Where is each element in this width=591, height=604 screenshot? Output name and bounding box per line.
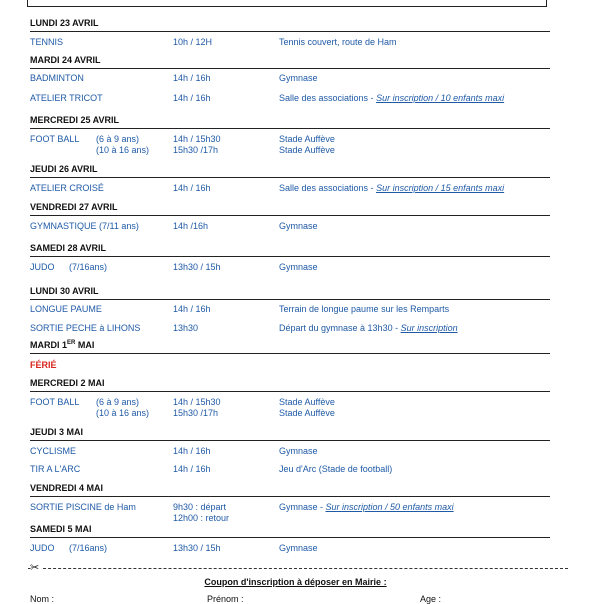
activity-place — [279, 183, 504, 194]
day-heading-sup: ER — [67, 340, 76, 346]
activity-place: Gymnase — [279, 73, 318, 83]
age-label: Age : — [420, 594, 442, 604]
activity-place: Terrain de longue paume sur les Remparts — [279, 304, 450, 314]
activity-place: Stade Auffève — [279, 145, 335, 155]
header-box — [27, 0, 547, 7]
day-heading — [30, 340, 550, 354]
cut-line — [28, 568, 568, 569]
activity-time: 10h / 12H — [173, 37, 213, 47]
activity-name: FOOT BALL — [30, 134, 80, 144]
activity-place: Gymnase — [279, 543, 318, 553]
activity-name: CYCLISME — [30, 446, 77, 456]
day-heading: SAMEDI 28 AVRIL — [30, 243, 550, 257]
activity-time: 14h / 15h30 — [173, 397, 221, 407]
activity-time: 14h / 16h — [173, 73, 211, 83]
day-heading: SAMEDI 5 MAI — [30, 524, 550, 538]
day-heading: VENDREDI 27 AVRIL — [30, 202, 550, 216]
activity-time: 9h30 : départ — [173, 502, 227, 512]
activity-time: 15h30 /17h — [173, 408, 219, 418]
day-heading: MERCREDI 2 MAI — [30, 378, 550, 392]
activity-name: GYMNASTIQUE (7/11 ans) — [30, 221, 139, 231]
age-group: (7/16ans) — [69, 543, 108, 553]
activity-name: TIR A L'ARC — [30, 464, 81, 474]
activity-name: ATELIER TRICOT — [30, 93, 103, 103]
activity-time: 14h / 16h — [173, 464, 211, 474]
activity-name: JUDO — [30, 543, 55, 553]
activity-place: Stade Auffève — [279, 134, 335, 144]
activity-time: 13h30 / 15h — [173, 262, 221, 272]
nom-label: Nom : — [30, 594, 55, 604]
activity-time: 14h / 16h — [173, 183, 211, 193]
activity-place-text: Salle des associations - — [279, 93, 377, 103]
day-heading: JEUDI 3 MAI — [30, 427, 550, 441]
activity-time: 15h30 /17h — [173, 145, 219, 155]
prenom-label: Prénom : — [207, 594, 244, 604]
activity-place-text: Salle des associations - — [279, 183, 377, 193]
activity-place: Gymnase — [279, 446, 318, 456]
activity-time: 14h / 16h — [173, 446, 211, 456]
activity-time: 13h30 — [173, 323, 199, 333]
coupon-title: Coupon d'inscription à déposer en Mairie : — [204, 577, 387, 587]
age-group: (10 à 16 ans) — [96, 408, 150, 418]
age-group: (6 à 9 ans) — [96, 397, 140, 407]
activity-name: FOOT BALL — [30, 397, 80, 407]
day-heading-main: MARDI 1 — [30, 340, 68, 350]
inscription-link[interactable]: Sur inscription — [400, 323, 458, 333]
inscription-link[interactable]: Sur inscription / 10 enfants maxi — [376, 93, 505, 103]
age-group: (6 à 9 ans) — [96, 134, 140, 144]
day-heading: LUNDI 23 AVRIL — [30, 18, 550, 32]
age-group: (10 à 16 ans) — [96, 145, 150, 155]
activity-time: 14h / 16h — [173, 93, 211, 103]
activity-place — [279, 323, 458, 334]
activity-time: 14h /16h — [173, 221, 209, 231]
activity-place: Tennis couvert, route de Ham — [279, 37, 397, 47]
holiday-label: FÉRIÉ — [30, 360, 57, 370]
activity-name: SORTIE PISCINE de Ham — [30, 502, 136, 512]
activity-name: BADMINTON — [30, 73, 84, 83]
activity-time: 14h / 16h — [173, 304, 211, 314]
activity-place — [279, 93, 504, 104]
activity-place: Jeu d'Arc (Stade de football) — [279, 464, 393, 474]
inscription-link[interactable]: Sur inscription / 50 enfants maxi — [325, 502, 454, 512]
activity-name: ATELIER CROISÉ — [30, 183, 104, 193]
activity-name: JUDO — [30, 262, 55, 272]
activity-place: Stade Auffève — [279, 408, 335, 418]
activity-place: Gymnase — [279, 221, 318, 231]
activity-name: TENNIS — [30, 37, 64, 47]
inscription-link[interactable]: Sur inscription / 15 enfants maxi — [376, 183, 505, 193]
activity-place-text: Départ du gymnase à 13h30 - — [279, 323, 401, 333]
activity-place: Stade Auffève — [279, 397, 335, 407]
activity-place: Gymnase — [279, 262, 318, 272]
day-heading: MARDI 24 AVRIL — [30, 55, 550, 69]
activity-time: 14h / 15h30 — [173, 134, 221, 144]
age-group: (7/16ans) — [69, 262, 108, 272]
scissors-icon: ✂ — [30, 562, 40, 574]
activity-time: 12h00 : retour — [173, 513, 230, 523]
day-heading: JEUDI 26 AVRIL — [30, 164, 550, 178]
activity-name: SORTIE PECHE à LIHONS — [30, 323, 141, 333]
day-heading: LUNDI 30 AVRIL — [30, 286, 550, 300]
day-heading: VENDREDI 4 MAI — [30, 483, 550, 497]
day-heading: MERCREDI 25 AVRIL — [30, 115, 550, 129]
activity-name: LONGUE PAUME — [30, 304, 102, 314]
day-heading-end: MAI — [75, 340, 95, 350]
activity-place-text: Gymnase - — [279, 502, 326, 512]
activity-time: 13h30 / 15h — [173, 543, 221, 553]
activity-place — [279, 502, 454, 513]
